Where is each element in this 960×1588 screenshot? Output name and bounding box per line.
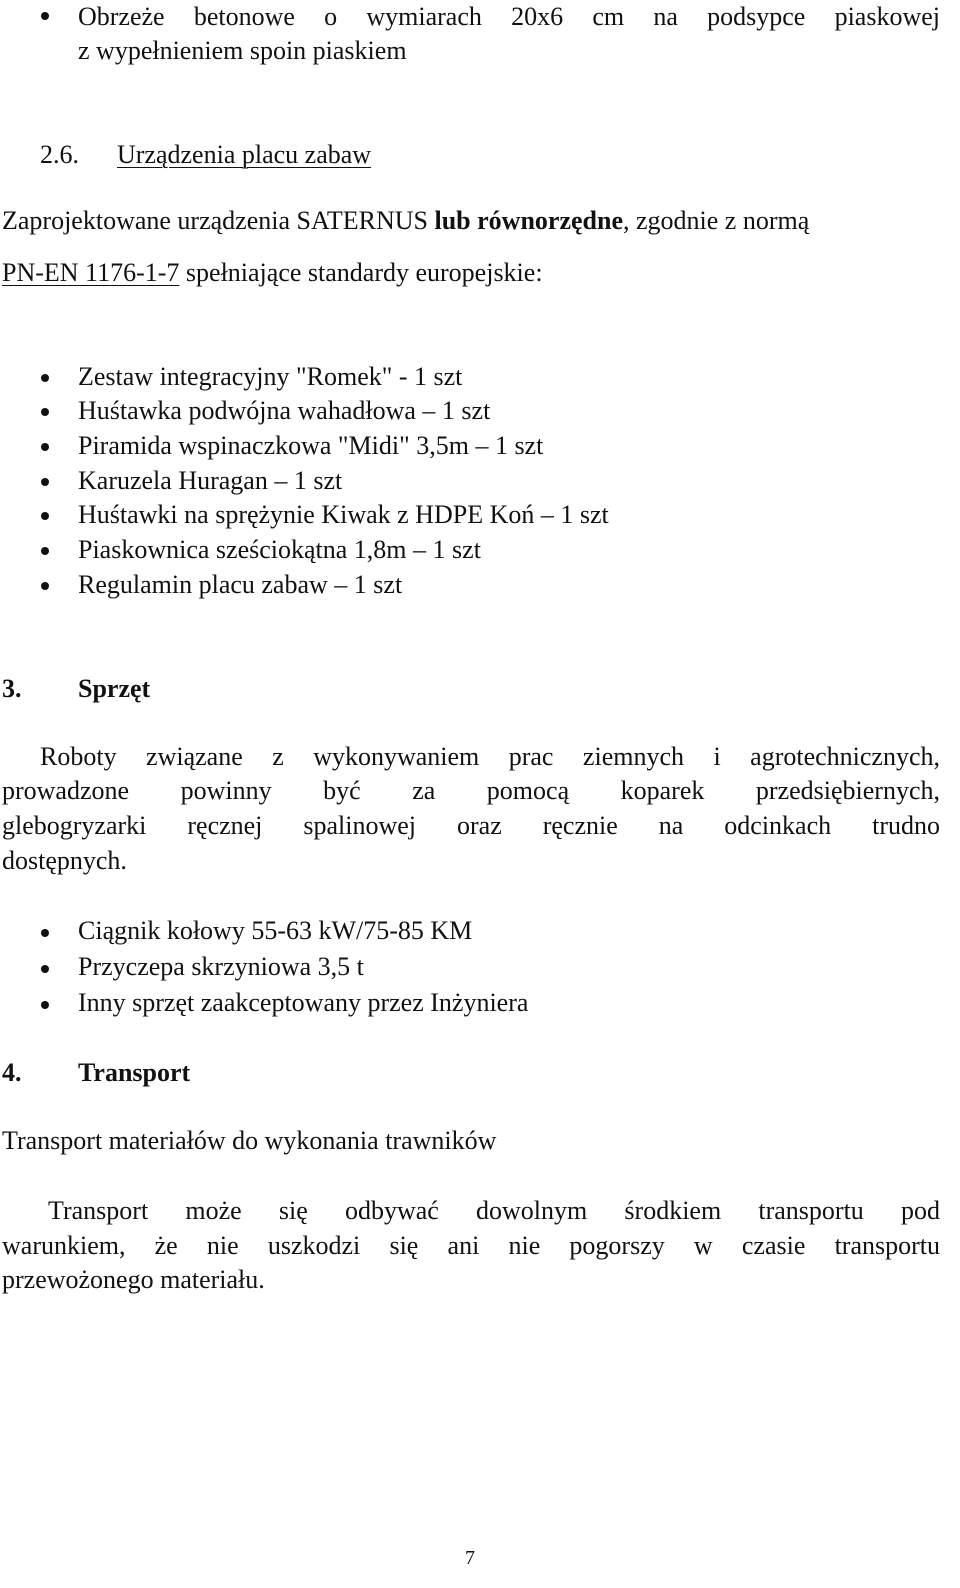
section-4-title: Transport <box>78 1058 191 1087</box>
list-item: Inny sprzęt zaakceptowany przez Inżyniera <box>78 988 529 1017</box>
list-item: Ciągnik kołowy 55-63 kW/75-85 KM <box>78 916 473 945</box>
intro-line2-rest: spełniające standardy europejskie: <box>179 258 543 287</box>
bullet-icon <box>41 478 49 486</box>
section-2-6-intro <box>2 208 809 234</box>
section-4-number: 4. <box>2 1058 22 1087</box>
norm-link[interactable]: PN-EN 1176-1-7 <box>2 258 180 287</box>
bullet-icon <box>41 12 49 20</box>
section-3-title: Sprzęt <box>78 674 151 703</box>
section-4-paragraph-line-1: Transport może się odbywać dowolnym środkiem transportu pod <box>48 1196 940 1225</box>
bullet-icon <box>41 965 49 973</box>
section-4-paragraph-line-2: warunkiem, że nie uszkodzi się ani nie pogorszy w czasie transportu <box>2 1231 940 1260</box>
bullet-icon <box>41 582 49 590</box>
top-list-line-2: z wypełnieniem spoin piaskiem <box>78 36 407 65</box>
list-item: Piaskownica sześciokątna 1,8m – 1 szt <box>78 535 481 564</box>
bullet-icon <box>41 374 49 382</box>
intro-text-2: , zgodnie z normą <box>622 206 810 235</box>
section-3-paragraph-line-2: prowadzone powinny być za pomocą koparek przedsiębiernych, <box>2 776 940 805</box>
list-item: Przyczepa skrzyniowa 3,5 t <box>78 952 364 981</box>
intro-bold: lub równorzędne <box>434 206 623 235</box>
list-item: Regulamin placu zabaw – 1 szt <box>78 570 403 599</box>
section-2-6-intro-line2 <box>2 260 543 286</box>
bullet-icon <box>41 547 49 555</box>
list-item: Piramida wspinaczkowa "Midi" 3,5m – 1 szt <box>78 431 544 460</box>
bullet-icon <box>41 512 49 520</box>
section-2-6-title: Urządzenia placu zabaw <box>117 140 372 169</box>
list-item: Huśtawki na sprężynie Kiwak z HDPE Koń – 1 szt <box>78 500 609 529</box>
section-3-paragraph-line-1: Roboty związane z wykonywaniem prac ziemnych i agrotechnicznych, <box>40 742 940 771</box>
bullet-icon <box>41 929 49 937</box>
intro-text-1: Zaprojektowane urządzenia SATERNUS <box>2 206 435 235</box>
list-item: Karuzela Huragan – 1 szt <box>78 466 343 495</box>
section-3-paragraph-line-3: glebogryzarki ręcznej spalinowej oraz ręcznie na odcinkach trudno <box>2 811 940 840</box>
list-item: Zestaw integracyjny "Romek" - 1 szt <box>78 362 463 391</box>
section-3-number: 3. <box>2 674 22 703</box>
bullet-icon <box>41 1001 49 1009</box>
section-3-paragraph-line-4: dostępnych. <box>2 846 127 875</box>
section-4-paragraph-line-3: przewożonego materiału. <box>2 1265 265 1294</box>
list-item: Huśtawka podwójna wahadłowa – 1 szt <box>78 396 491 425</box>
section-2-6-number: 2.6. <box>40 140 79 169</box>
page-number: 7 <box>465 1547 475 1569</box>
top-list-line-1: Obrzeże betonowe o wymiarach 20x6 cm na podsypce piaskowej <box>78 2 940 31</box>
bullet-icon <box>41 408 49 416</box>
bullet-icon <box>41 443 49 451</box>
section-4-subheading: Transport materiałów do wykonania trawników <box>2 1126 497 1155</box>
